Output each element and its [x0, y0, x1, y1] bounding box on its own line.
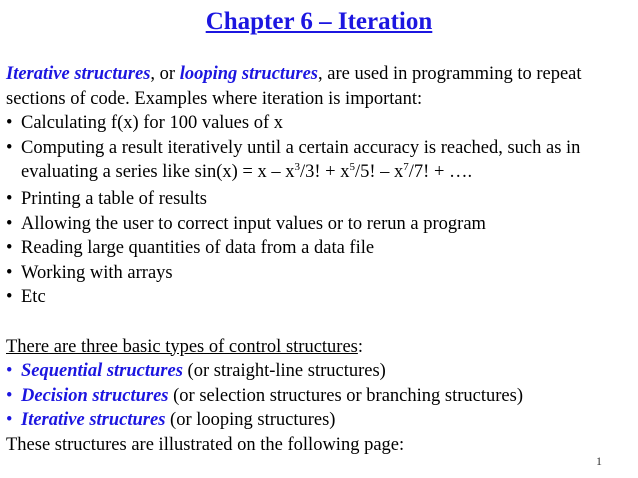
list-item: • Etc: [6, 285, 632, 310]
spacer: [6, 310, 632, 335]
bullet-icon: •: [6, 385, 13, 406]
keyword-iterative: Iterative structures: [6, 64, 151, 84]
bullet-icon: •: [6, 287, 13, 308]
slide-body: [6, 62, 632, 458]
page-number: 1: [596, 454, 602, 468]
list-item: • Working with arrays: [6, 261, 632, 286]
keyword-decision: Decision structures: [21, 385, 169, 406]
list-item: • Sequential structures (or straight-line structures): [6, 359, 632, 384]
list-item: • Reading large quantities of data from a data file: [6, 236, 632, 261]
types-list: [6, 359, 632, 433]
bullet-icon: •: [6, 113, 13, 134]
keyword-looping: looping structures: [179, 64, 318, 84]
slide-title: Chapter 6 – Iteration: [205, 8, 433, 35]
list-item: • Printing a table of results: [6, 187, 632, 212]
list-item: • Computing a result iteratively until a certain accuracy is reached, such as in evaluating a series like $\sin(x) = x - x^3/3$! + $x^5/5$! – $x^7/7$! + ….: [6, 137, 581, 183]
keyword-sequential: Sequential structures: [21, 361, 183, 382]
bullet-icon: •: [6, 238, 13, 259]
bullet-icon: •: [6, 410, 13, 431]
list-item: • Iterative structures (or looping structures): [6, 408, 632, 433]
intro-paragraph: Iterative structures, or looping structures, are used in programming to repeat sections of code. Examples where iteration is important:: [6, 64, 582, 109]
bullet-icon: •: [6, 361, 13, 382]
keyword-iterative-2: Iterative structures: [21, 410, 166, 431]
bullet-icon: •: [6, 262, 13, 283]
examples-list: [6, 111, 632, 310]
types-intro: There are three basic types of control structures:: [6, 336, 364, 357]
bullet-icon: •: [6, 213, 13, 234]
list-item: • Calculating f(x) for 100 values of x: [6, 111, 632, 136]
closing-line: These structures are illustrated on the following page:: [6, 434, 405, 455]
list-item: • Decision structures (or selection structures or branching structures): [6, 384, 632, 409]
list-item: • Allowing the user to correct input values or to rerun a program: [6, 212, 632, 237]
bullet-icon: •: [6, 137, 13, 158]
bullet-icon: •: [6, 188, 13, 209]
